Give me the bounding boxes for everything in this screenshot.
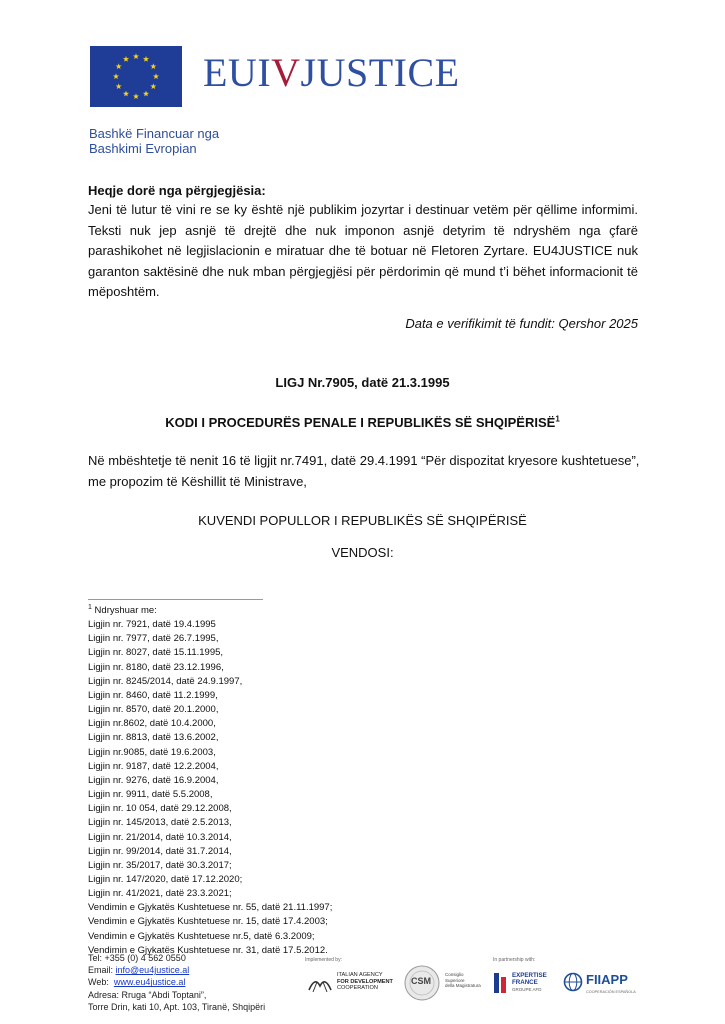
- amendment-item: Ligjin nr. 8027, datë 15.11.1995,: [88, 647, 224, 659]
- fiiapp-name: FIIAPP: [586, 972, 628, 987]
- eu-flag-logo: [90, 46, 182, 107]
- amendment-item: Ligjin nr. 99/2014, datë 31.7.2014,: [88, 845, 232, 857]
- partner-logos: [305, 950, 640, 1010]
- address-line-2: Torre Drin, kati 10, Apt. 103, Tiranë, Shqipëri: [88, 1001, 266, 1012]
- amendment-item: Ligjin nr. 8570, datë 20.1.2000,: [88, 704, 219, 716]
- amendment-item: Ligjin nr. 8180, datë 23.12.1996,: [88, 661, 224, 673]
- footnote-mark: 1: [88, 603, 92, 611]
- code-title-text: KODI I PROCEDURËS PENALE I REPUBLIKËS SË SHQIPËRISË: [165, 415, 556, 430]
- disclaimer-title: Heqje dorë nga përgjegjësia:: [88, 183, 266, 198]
- cofinanced-line-2: Bashkimi Evropian: [89, 141, 197, 156]
- amendment-item: Ligjin nr. 7977, datë 26.7.1995,: [88, 633, 219, 645]
- brand-part-3: JUSTICE: [300, 50, 460, 95]
- aics-logo-text: [337, 972, 397, 992]
- contact-web-row: [88, 976, 265, 988]
- ef-line-3: GROUPE AFD: [512, 987, 542, 993]
- csm-mark: CSM: [411, 976, 431, 986]
- amendment-item: Ligjin nr. 7921, datë 19.4.1995: [88, 619, 216, 631]
- ef-line-1: EXPERTISE: [512, 972, 547, 979]
- expertise-france-text: [512, 972, 547, 994]
- amendment-item: Ligjin nr. 35/2017, datë 30.3.2017;: [88, 859, 232, 871]
- csm-logo-text: [445, 972, 481, 989]
- eu4justice-brand-logo: [203, 50, 460, 96]
- disclaimer-body: Jeni të lutur të vini re se ky është një publikim jozyrtar i destinuar vetëm për qëllime informimi. Teksti nuk jep asnjë të drejtë dhe nuk imponon asnjë detyrim të ndryshëm nga çfarë parashikohet në legjislacionin e miratuar dhe të botuar në Fletoren Zyrtare. EU4JUSTICE nuk garanton saktësinë dhe nuk mban përgjegjësi për përdorimin që mund t’i bëhet informacionit të mëposhtëm.: [88, 202, 638, 299]
- web-label: Web:: [88, 977, 109, 988]
- contact-email-row: [88, 964, 265, 976]
- csm-line-3: della Magistratura: [445, 983, 481, 988]
- amendment-item: Vendimin e Gjykatës Kushtetuese nr.5, datë 6.3.2009;: [88, 930, 315, 942]
- address-line-1: Adresa: Rruga “Abdi Toptani”,: [88, 989, 207, 1000]
- brand-part-2: V: [271, 50, 301, 95]
- amendment-item: Ligjin nr.8602, datë 10.4.2000,: [88, 718, 216, 730]
- amendment-list: [88, 618, 332, 958]
- amendment-item: Vendimin e Gjykatës Kushtetuese nr. 15, datë 17.4.2003;: [88, 916, 328, 928]
- code-title-heading: [0, 414, 725, 432]
- aics-logo-icon: [307, 972, 333, 994]
- amendment-item: Ligjin nr.9085, datë 19.6.2003,: [88, 746, 216, 758]
- cofinanced-line-1: Bashkë Financuar nga: [89, 126, 220, 141]
- aics-line-2: FOR DEVELOPMENT: [337, 978, 393, 985]
- assembly-heading: KUVENDI POPULLOR I REPUBLIKËS SË SHQIPËRISË: [198, 513, 527, 528]
- amendment-item: Ligjin nr. 9911, datë 5.5.2008,: [88, 789, 213, 801]
- footnote-heading: [88, 604, 332, 618]
- implemented-by-label: Implemented by:: [305, 957, 342, 963]
- email-link[interactable]: info@eu4justice.al: [115, 965, 190, 976]
- brand-part-1: EUI: [203, 50, 272, 95]
- amendment-item: Ligjin nr. 8460, datë 11.2.1999,: [88, 689, 218, 701]
- amendment-item: Ligjin nr. 8245/2014, datë 24.9.1997,: [88, 675, 243, 687]
- csm-line-2: Superiore: [445, 977, 465, 983]
- footnote-block: [88, 604, 332, 958]
- cofinanced-note: [89, 126, 219, 156]
- contact-phone: Tel: +355 (0) 4 562 0550: [88, 953, 186, 963]
- amendment-item: Ligjin nr. 9276, datë 16.9.2004,: [88, 774, 219, 786]
- expertise-france-icon: [493, 972, 509, 994]
- fiiapp-subtitle: COOPERACIÓN ESPAÑOLA: [586, 990, 636, 994]
- amendment-item: Ligjin nr. 9187, datë 12.2.2004,: [88, 760, 219, 772]
- ef-line-2: FRANCE: [512, 979, 538, 987]
- amendment-item: Vendimin e Gjykatës Kushtetuese nr. 31, datë 17.5.2012.: [88, 944, 328, 956]
- footnote-heading-text: Ndryshuar me:: [94, 605, 157, 616]
- csm-line-1: Consiglio: [445, 972, 464, 977]
- aics-line-1: ITALIAN AGENCY: [337, 972, 383, 978]
- amendment-item: Ligjin nr. 145/2013, datë 2.5.2013,: [88, 817, 232, 829]
- fiiapp-globe-icon: [563, 972, 583, 992]
- email-label: Email:: [88, 965, 114, 976]
- aics-line-3: COOPERATION: [337, 985, 378, 992]
- web-link[interactable]: www.eu4justice.al: [113, 977, 186, 988]
- amendment-item: Ligjin nr. 21/2014, datë 10.3.2014,: [88, 831, 232, 843]
- amendment-item: Ligjin nr. 41/2021, datë 23.3.2021;: [88, 888, 232, 900]
- verification-date: Data e verifikimit të fundit: Qershor 2025: [405, 316, 638, 331]
- footnote-reference[interactable]: 1: [555, 414, 560, 424]
- amendment-item: Ligjin nr. 10 054, datë 29.12.2008,: [88, 803, 232, 815]
- amendment-item: Ligjin nr. 147/2020, datë 17.12.2020;: [88, 873, 243, 885]
- amendment-item: Vendimin e Gjykatës Kushtetuese nr. 55, datë 21.11.1997;: [88, 902, 333, 914]
- decides-heading: VENDOSI:: [331, 545, 394, 560]
- preamble-text: Në mbështetje të nenit 16 të ligjit nr.7491, datë 29.4.1991 “Për dispozitat kryesore kushtetuese”, me propozim të Këshillit të Ministrave,: [88, 453, 640, 489]
- amendment-item: Ligjin nr. 8813, datë 13.6.2002,: [88, 732, 219, 744]
- footnote-separator: [88, 599, 263, 600]
- partnership-label: In partnership with:: [493, 957, 536, 963]
- contact-info: [88, 952, 265, 1013]
- law-number-heading: LIGJ Nr.7905, datë 21.3.1995: [275, 375, 450, 390]
